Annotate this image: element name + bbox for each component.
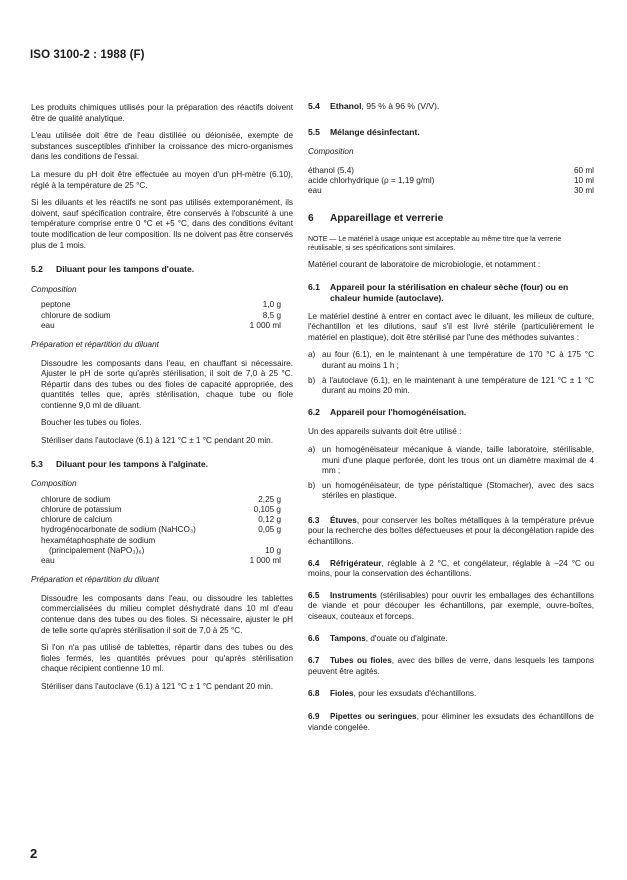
chapter-heading-6	[308, 214, 594, 225]
section-heading-5-2	[31, 264, 293, 275]
apparatus-item-6-9: 6.9 Pipettes ou seringues, pour éliminer les exsudats des échantillons de viande congelée.	[308, 712, 594, 732]
apparatus-item-6-3: 6.3 Étuves, pour conserver les boîtes métalliques à la température prévue pour la recherche des boîtes défectueuses et pour la décongélation rapide des échantillons.	[308, 515, 594, 547]
section-number: 5.5	[308, 126, 320, 137]
paragraph: Si les diluants et les réactifs ne sont pas utilisés extemporanément, ils doivent, sauf spécification contraire, être conservés à l'obscurité à une température comprise entre 0 °C et +5 °C, dans des conditions évitant toute modification de leur composition. Ils ne doivent pas être conservés plus de 1 mois.	[31, 198, 293, 250]
table-row: eau 1 000 ml	[41, 556, 281, 566]
paragraph: Dissoudre les composants dans l'eau, en chauffant si nécessaire. Ajuster le pH de sorte qu'après stérilisation, il soit de 7,0 à 25 °C. Répartir dans des tubes ou des fioles de capacité appropriée, des quantités telles que, après stérilisation, chaque tube ou fiole contienne 9,0 ml de diluant.	[41, 358, 293, 410]
paragraph: Matériel courant de laboratoire de microbiologie, et notamment :	[308, 259, 541, 269]
composition-table-5-3	[41, 495, 281, 566]
page-number: 2	[30, 846, 38, 861]
document-header: ISO 3100-2 : 1988 (F)	[30, 49, 145, 61]
left-column	[31, 103, 293, 700]
table-row: (principalement (NaPO₃)₆) 10 g	[49, 545, 281, 555]
section-heading-6-2	[308, 407, 594, 418]
apparatus-item-6-4: 6.4 Réfrigérateur, réglable à 2 °C, et congélateur, réglable à −24 °C ou moins, pour la conservation des échantillons.	[308, 558, 594, 579]
paragraph: Le matériel destiné à entrer en contact avec le diluant, les milieux de culture, l'échantillon et les dilutions, sauf s'il est livré stérile (particulièrement le matériel en plastique), doit être stérilisé par l'une des méthodes suivantes :	[308, 311, 594, 342]
list-item: b) un homogénéisateur, de type péristaltique (Stomacher), avec des sacs stériles en plastique.	[308, 480, 594, 501]
paragraph: La mesure du pH doit être effectuée au moyen d'un pH-mètre (6.10), réglé à la température de 25 °C.	[31, 169, 293, 190]
table-row: chlorure de potassium 0,105 g	[41, 505, 281, 515]
table-row: acide chlorhydrique (ρ = 1,19 g/ml) 10 ml	[308, 175, 594, 185]
table-row: hexamétaphosphate de sodium	[41, 535, 156, 545]
section-title-rest: , 95 % à 96 % (V/V).	[361, 101, 440, 111]
section-title: Mélange désinfectant.	[330, 126, 420, 137]
list-item: a) au four (6.1), en le maintenant à une température de 170 °C à 175 °C durant au moins 1 h ;	[308, 350, 594, 370]
section-number: 6	[308, 213, 314, 225]
section-heading-6-1	[308, 282, 594, 303]
section-title: Diluant pour les tampons d'ouate.	[56, 264, 195, 275]
preparation-label: Préparation et répartition du diluant	[31, 575, 159, 585]
section-heading-5-4	[308, 101, 594, 112]
paragraph: Les produits chimiques utilisés pour la préparation des réactifs doivent être de qualité analytique.	[31, 103, 293, 123]
table-row: eau 1 000 ml	[41, 320, 281, 330]
apparatus-item-6-8: 6.8 Fioles, pour les exsudats d'échantillons.	[308, 689, 477, 699]
section-number: 5.3	[31, 458, 43, 469]
composition-label: Composition	[31, 284, 77, 294]
section-number: 6.2	[308, 406, 320, 417]
table-row: chlorure de sodium 8,5 g	[41, 310, 281, 320]
section-title: Appareillage et verrerie	[330, 213, 444, 225]
apparatus-item-6-5: 6.5 Instruments (stérilisables) pour ouvrir les emballages des échantillons de viande et pour découper les échantillons, par exemple, ouvre-boîtes, ciseaux, couteaux et forceps.	[308, 590, 594, 622]
table-row: éthanol (5.4) 60 ml	[308, 165, 594, 175]
list-item: a) un homogénéisateur mécanique à viande, taille laboratoire, stérilisable, muni d'une plaque perforée, dont les trous ont un diamètre maximal de 4 mm ;	[308, 444, 594, 476]
paragraph: Stériliser dans l'autoclave (6.1) à 121 °C ± 1 °C pendant 20 min.	[41, 436, 273, 446]
section-number: 6.1	[308, 282, 320, 293]
composition-table-5-5	[308, 166, 594, 197]
right-column	[308, 101, 594, 740]
section-number: 5.4	[308, 101, 320, 111]
section-title: Appareil pour l'homogénéisation.	[330, 406, 467, 417]
composition-table-5-2	[41, 300, 281, 331]
section-heading-5-3	[31, 459, 293, 470]
section-heading-5-5	[308, 127, 594, 138]
table-row: eau 30 ml	[308, 186, 594, 196]
apparatus-item-6-7: 6.7 Tubes ou fioles, avec des billes de verre, dans lesquels les tampons peuvent être agités.	[308, 656, 594, 676]
section-title: Diluant pour les tampons à l'alginate.	[56, 458, 208, 469]
apparatus-item-6-6: 6.6 Tampons, d'ouate ou d'alginate.	[308, 633, 448, 643]
note: NOTE — Le matériel à usage unique est acceptable au même titre que la verrerie réutilisable, si ses spécifications sont similaires.	[308, 235, 562, 253]
paragraph: Stériliser dans l'autoclave (6.1) à 121 °C ± 1 °C pendant 20 min.	[41, 682, 273, 692]
section-number: 5.2	[31, 264, 43, 275]
section-title: Appareil pour la stérilisation en chaleur sèche (four) ou en chaleur humide (autoclave).	[330, 282, 569, 303]
table-row: chlorure de calcium 0,12 g	[41, 515, 281, 525]
table-row: chlorure de sodium 2,25 g	[41, 494, 281, 504]
paragraph: L'eau utilisée doit être de l'eau distillée ou déionisée, exempte de substances susceptibles d'inhiber la croissance des micro-organismes dans les conditions de l'essai.	[31, 131, 293, 162]
list-item: b) à l'autoclave (6.1), en le maintenant à une température de 121 °C ± 1 °C durant au moins 20 min.	[308, 375, 594, 396]
paragraph: Un des appareils suivants doit être utilisé :	[308, 427, 462, 437]
composition-label: Composition	[308, 147, 354, 157]
preparation-label: Préparation et répartition du diluant	[31, 339, 159, 349]
table-row: peptone 1,0 g	[41, 300, 281, 310]
composition-label: Composition	[31, 479, 77, 489]
paragraph: Dissoudre les composants dans l'eau, ou dissoudre les tablettes commercialisées du milieu complet déshydraté dans 10 ml d'eau contenue dans des tubes ou des fioles. Si nécessaire, ajuster le pH de telle sorte qu'après stérilisation il soit de 7,0 à 25 °C.	[41, 593, 293, 635]
section-title: Ethanol	[330, 101, 362, 111]
paragraph: Boucher les tubes ou fioles.	[41, 418, 142, 428]
table-row: hydrogénocarbonate de sodium (NaHCO₃) 0,05 g	[41, 525, 281, 535]
apparatus-list	[308, 445, 594, 502]
method-list	[308, 350, 594, 396]
paragraph: Si l'on n'a pas utilisé de tablettes, répartir dans des tubes ou des fioles fermés, les quantités prévues pour qu'après stérilisation chaque récipient contienne 10 ml.	[41, 643, 293, 674]
